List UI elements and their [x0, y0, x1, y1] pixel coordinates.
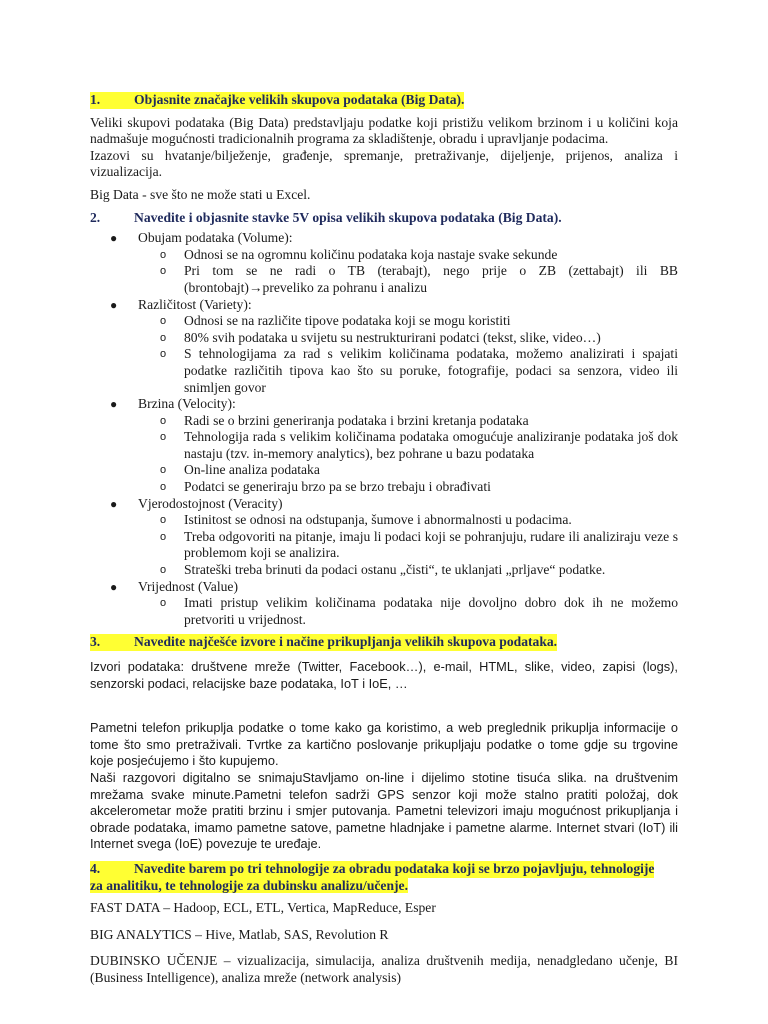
sub-item: o Radi se o brzini generiranja podataka i brzini kretanja podataka: [160, 412, 529, 428]
paragraph: Pametni telefon prikuplja podatke o tome kako ga koristimo, a web preglednik prikuplja informacije o tome što smo pretraživali. Tvrtke za kartično poslovanje prikupljaju podatke o tome gdje su trgovine koje posjećujemo i što kupujemo.: [90, 720, 678, 769]
sub-item: o Odnosi se na različite tipove podataka koji se mogu koristiti: [160, 313, 511, 329]
list-item: ● Brzina (Velocity): o Radi se o brzini generiranja podataka i brzini kretanja podataka o Tehnologija rada s velikim količinama podataka omogućuje analiziranje podataka još dok nastaju (tzv. in-memory analytics), bez pohrane u bazu podataka o On-line analiza podataka o Podatci se generiraju brzo pa se brzo trebaju i obrađivati: [110, 396, 678, 495]
sub-item: o On-line analiza podataka: [160, 462, 320, 478]
circle-bullet-icon: o: [160, 331, 167, 344]
circle-bullet-icon: o: [160, 265, 167, 278]
circle-bullet-icon: o: [160, 530, 167, 543]
circle-bullet-icon: o: [160, 414, 167, 427]
document-body: [90, 92, 678, 987]
circle-bullet-icon: o: [160, 464, 167, 477]
5v-list: [90, 230, 678, 628]
circle-bullet-icon: o: [160, 248, 167, 261]
circle-bullet-icon: o: [160, 514, 167, 527]
question-title: Navedite najčešće izvore i načine prikupljanja velikih skupova podataka.: [134, 634, 558, 650]
circle-bullet-icon: o: [160, 431, 167, 444]
question-title: Objasnite značajke velikih skupova podataka (Big Data).: [134, 92, 465, 107]
question-number: 3.: [90, 634, 134, 651]
question-number: 4.: [90, 861, 134, 878]
paragraph: Naši razgovori digitalno se snimajuStavljamo on-line i dijelimo stotine tisuća slika. na društvenim mrežama svake minute.Pametni telefon sadrži GPS senzor koji može stalno pratiti položaj, dok akcelerometar može pratiti brzinu i smjer putovanja. Pametni televizori imaju mogućnost prikupljanja i obrade podataka, imamo pametne satove, pametne hladnjake i pametne alarme. Internet stvari (IoT) ili Internet svega (IoE) povezuje te uređaje.: [90, 769, 678, 852]
question-number: 1.: [90, 92, 134, 109]
question-title: Navedite i objasnite stavke 5V opisa velikih skupova podataka (Big Data).: [134, 209, 562, 225]
sub-item: o Istinitost se odnosi na odstupanja, šumove i abnormalnosti u podacima.: [160, 512, 572, 528]
bullet-icon: ●: [110, 496, 118, 511]
sub-item: o 80% svih podataka u svijetu su nestrukturirani podatci (tekst, slike, video…): [160, 329, 601, 345]
bullet-icon: ●: [110, 579, 118, 594]
sub-item: o S tehnologijama za rad s velikim količinama podataka, možemo analizirati i spajati podatke različitih tipova kao što su poruke, fotografije, podaci sa senzora, video ili snimljen govor: [160, 346, 678, 395]
question-number: 2.: [90, 209, 101, 225]
bullet-icon: ●: [110, 397, 118, 412]
sub-item: o Tehnologija rada s velikim količinama podataka omogućuje analiziranje podataka još dok nastaju (tzv. in-memory analytics), bez pohrane u bazu podataka: [160, 429, 678, 461]
circle-bullet-icon: o: [160, 348, 167, 361]
paragraph: Izazovi su hvatanje/bilježenje, građenje, spremanje, pretraživanje, dijeljenje, prijenos, analiza i vizualizacija.: [90, 147, 678, 180]
question-title: Navedite barem po tri tehnologije za obradu podataka koji se brzo pojavljuju, tehnologije: [134, 860, 655, 876]
paragraph: Veliki skupovi podataka (Big Data) predstavljaju podatke koji pristižu velikom brzinom i u količini koja nadmašuje mogućnosti tradicionalnih programa za skladištenje, obradu i upravljanje podacima.: [90, 114, 678, 147]
sub-item: o Treba odgovoriti na pitanje, imaju li podaci koji se pohranjuju, rudare ili analiziraju veze s problemom koji se analizira.: [160, 528, 678, 561]
list-item: ● Različitost (Variety): o Odnosi se na različite tipove podataka koji se mogu koristiti o 80% svih podataka u svijetu su nestrukturirani podatci (tekst, slike, video…) o S tehnologijama za rad s velikim količinama podataka, možemo analizirati i spajati podatke različitih tipova kao što su poruke, fotografije, podaci sa senzora, video ili snimljen govor: [110, 296, 678, 395]
paragraph: DUBINSKO UČENJE – vizualizacija, simulacija, analiza društvenih medija, nenadgledano učenje, BI (Business Intelligence), analiza mreže (network analysis): [90, 953, 678, 985]
circle-bullet-icon: o: [160, 597, 167, 610]
list-item: ● Obujam podataka (Volume): o Odnosi se na ogromnu količinu podataka koja nastaje svake sekunde o Pri tom se ne radi o TB (terabajt), nego prije o ZB (zettabajt) ili BB (brontobajt)→preveliko za pohranu i analizu: [110, 230, 678, 295]
paragraph: Izvori podataka: društvene mreže (Twitter, Facebook…), e-mail, HTML, slike, video, zapisi (logs), senzorski podaci, relacijske baze podataka, IoT i IoE, …: [90, 659, 678, 691]
question-2-heading: [90, 210, 678, 227]
paragraph: FAST DATA – Hadoop, ECL, ETL, Vertica, MapReduce, Esper: [90, 900, 436, 916]
circle-bullet-icon: o: [160, 315, 167, 328]
paragraph: Big Data - sve što ne može stati u Excel.: [90, 186, 311, 202]
list-item: ● Vrijednost (Value) o Imati pristup velikim količinama podataka nije dovoljno dobro dok ih ne možemo pretvoriti u vrijednost.: [110, 578, 678, 627]
bullet-icon: ●: [110, 231, 118, 246]
sub-item: o Imati pristup velikim količinama podataka nije dovoljno dobro dok ih ne možemo pretvoriti u vrijednost.: [160, 595, 678, 627]
bullet-icon: ●: [110, 297, 118, 312]
question-title-continued: za analitiku, te tehnologije za dubinsku analizu/učenje.: [90, 877, 408, 893]
sub-item: o Podatci se generiraju brzo pa se brzo trebaju i obrađivati: [160, 479, 491, 495]
question-4-heading: [90, 861, 678, 894]
question-1-heading: [90, 92, 678, 109]
sub-item: o Strateški treba brinuti da podaci ostanu „čisti“, te uklanjati „prljave“ podatke.: [160, 562, 606, 578]
sub-item: o Odnosi se na ogromnu količinu podataka koja nastaje svake sekunde: [160, 246, 558, 262]
circle-bullet-icon: o: [160, 564, 167, 577]
question-3-heading: [90, 634, 678, 651]
sub-item: o Pri tom se ne radi o TB (terabajt), nego prije o ZB (zettabajt) ili BB (brontobajt)→preveliko za pohranu i analizu: [160, 263, 678, 295]
list-item: ● Vjerodostojnost (Veracity) o Istinitost se odnosi na odstupanja, šumove i abnormalnosti u podacima. o Treba odgovoriti na pitanje, imaju li podaci koji se pohranjuju, rudare ili analiziraju veze s problemom koji se analizira. o Strateški treba brinuti da podaci ostanu „čisti“, te uklanjati „prljave“ podatke.: [110, 495, 678, 578]
circle-bullet-icon: o: [160, 481, 167, 494]
paragraph: BIG ANALYTICS – Hive, Matlab, SAS, Revolution R: [90, 926, 389, 942]
